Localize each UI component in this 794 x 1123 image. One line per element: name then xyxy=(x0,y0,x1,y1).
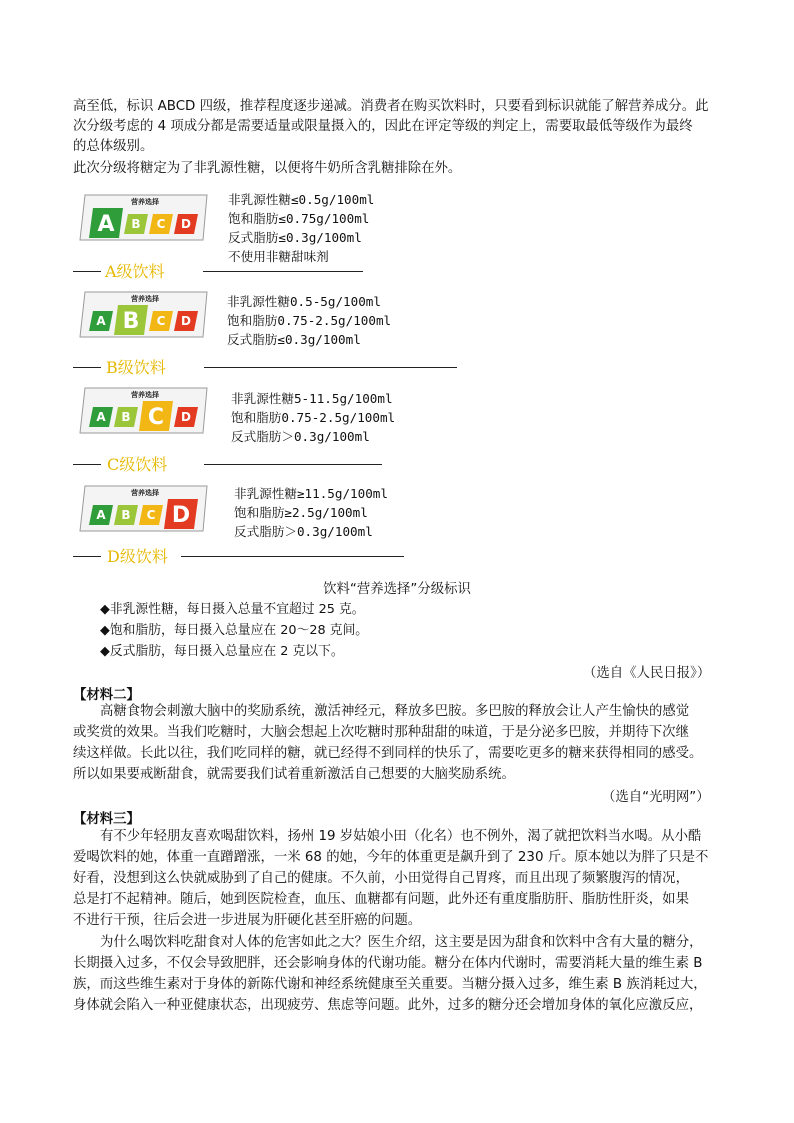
material-3-line: 爱喝饮料的她，体重一直蹭蹭涨，一米 68 的她，今年的体重更是飙升到了 230 斤。原本她以为胖了只是不 xyxy=(73,850,709,865)
badge-label: 营养选择 xyxy=(131,198,159,206)
material-2-line: 续这样做。长此以往，我们吃同样的糖，就已经得不到同样的快乐了，需要吃更多的糖来获得相同的感受。 xyxy=(73,746,703,761)
badge-letter-d: D xyxy=(181,217,191,231)
grade-rule-right xyxy=(204,464,382,465)
grade-criterion: 反式脂肪≤0.3g/100ml xyxy=(228,230,362,245)
grade-criterion: 饱和脂肪0.75-2.5g/100ml xyxy=(227,313,392,328)
grade-rule-right xyxy=(203,271,363,272)
grade-criterion: 反式脂肪＞0.3g/100ml xyxy=(234,524,373,539)
grade-rule-left xyxy=(73,556,101,557)
material-3-line: 总是打不起精神。随后，她到医院检查，血压、血糖都有问题，此外还有重度脂肪肝、脂肪性肝炎，如果 xyxy=(73,892,689,907)
material-2-line: 高糖食物会刺激大脑中的奖励系统，激活神经元，释放多巴胺。多巴胺的释放会让人产生愉快的感觉 xyxy=(100,704,690,719)
grade-title-row xyxy=(73,452,393,476)
badge-letter-c: C xyxy=(156,217,166,231)
badge-letter-b: B xyxy=(122,309,140,334)
badge-letter-b: B xyxy=(121,508,131,522)
nutrition-choice-badge xyxy=(79,290,211,340)
badge-letter-d: D xyxy=(181,410,191,424)
grade-rule-left xyxy=(73,464,101,465)
badge-letter-d: D xyxy=(171,503,191,528)
material-3-line: 长期摄入过多，不仅会导致肥胖，还会影响身体的代谢功能。糖分在体内代谢时，需要消耗大量的维生素 B xyxy=(73,956,703,971)
source-citation-1: （选自《人民日报》） xyxy=(583,666,711,681)
badge-label: 营养选择 xyxy=(131,295,159,303)
grade-criterion: 非乳源性糖5-11.5g/100ml xyxy=(231,391,393,406)
intro-line-2: 次分级考虑的 4 项成分都是需要适量或限量摄入的，因此在评定等级的判定上，需要取最低等级作为最终 xyxy=(73,119,693,134)
grade-title: D级饮料 xyxy=(107,547,168,566)
badge-letter-c: C xyxy=(156,314,166,328)
badge-label: 营养选择 xyxy=(131,489,159,497)
grade-criterion: 饱和脂肪0.75-2.5g/100ml xyxy=(231,410,396,425)
material-3-line: 身体就会陷入一种亚健康状态，出现疲劳、焦虑等问题。此外，过多的糖分还会增加身体的氧化应激反应， xyxy=(73,998,703,1013)
badge-label: 营养选择 xyxy=(131,391,159,399)
material-3-line: 为什么喝饮料吃甜食对人体的危害如此之大？医生介绍，这主要是因为甜食和饮料中含有大量的糖分， xyxy=(100,935,703,950)
badge-letter-b: B xyxy=(131,217,141,231)
badge-graphic xyxy=(79,290,211,340)
grade-criterion: 非乳源性糖0.5-5g/100ml xyxy=(227,294,381,309)
grade-title: B级饮料 xyxy=(106,358,166,377)
material-3-line: 族，而这些维生素对于身体的新陈代谢和神经系统健康至关重要。当糖分摄入过多，维生素 B 族消耗过大， xyxy=(73,977,707,992)
nutrition-choice-badge xyxy=(79,484,211,534)
nutrition-choice-badge xyxy=(79,193,211,243)
material-3-line: 有不少年轻朋友喜欢喝甜饮料，扬州 19 岁姑娘小田（化名）也不例外，渴了就把饮料当水喝。从小酷 xyxy=(100,829,702,844)
material-2-heading: 【材料二】 xyxy=(73,688,140,703)
grade-title: A级饮料 xyxy=(105,262,165,281)
grade-rule-right xyxy=(181,556,404,557)
grade-criterion: 饱和脂肪≤0.75g/100ml xyxy=(228,211,370,226)
badge-letter-a: A xyxy=(96,508,106,522)
material-2-line: 或奖赏的效果。当我们吃糖时，大脑会想起上次吃糖时那种甜甜的味道，于是分泌多巴胺，并期待下次继 xyxy=(73,725,689,740)
badge-graphic xyxy=(79,193,211,243)
grade-title-row xyxy=(73,544,393,568)
grade-criterion: 非乳源性糖≤0.5g/100ml xyxy=(228,192,375,207)
badge-letter-b: B xyxy=(121,410,131,424)
grade-criterion: 饱和脂肪≥2.5g/100ml xyxy=(234,505,368,520)
figure-caption: 饮料“营养选择”分级标识 xyxy=(323,582,471,597)
badge-graphic xyxy=(79,386,211,436)
grade-criterion: 不使用非糖甜味剂 xyxy=(228,249,329,264)
grade-rule-left xyxy=(73,367,101,368)
material-2-line: 所以如果要戒断甜食，就需要我们试着重新激活自己想要的大脑奖励系统。 xyxy=(73,767,515,782)
badge-graphic xyxy=(79,484,211,534)
grade-title: C级饮料 xyxy=(107,455,168,474)
intro-line-3: 的总体级别。 xyxy=(73,139,154,154)
material-3-line: 不进行干预，往后会进一步进展为肝硬化甚至肝癌的问题。 xyxy=(73,913,422,928)
grade-rule-left xyxy=(73,271,101,272)
material-3-heading: 【材料三】 xyxy=(73,812,140,827)
bullet-sugar: ◆非乳源性糖，每日摄入总量不宜超过 25 克。 xyxy=(100,602,365,617)
intro-line-1: 高至低，标识 ABCD 四级，推荐程度逐步递减。消费者在购买饮料时，只要看到标识就能了解营养成分。此 xyxy=(73,99,709,114)
badge-letter-a: A xyxy=(96,410,106,424)
badge-letter-d: D xyxy=(181,314,191,328)
grade-title-row xyxy=(73,355,393,379)
material-3-line: 好看，没想到这么快就威胁到了自己的健康。不久前，小田觉得自己胃疼，而且出现了频繁腹泻的情况， xyxy=(73,871,689,886)
badge-letter-a: A xyxy=(96,314,106,328)
grade-criterion: 反式脂肪＞0.3g/100ml xyxy=(231,429,370,444)
bullet-saturated-fat: ◆饱和脂肪，每日摄入总量应在 20～28 克间。 xyxy=(100,623,369,638)
bullet-trans-fat: ◆反式脂肪，每日摄入总量应在 2 克以下。 xyxy=(100,644,344,659)
grade-rule-right xyxy=(204,367,457,368)
nutrition-choice-badge xyxy=(79,386,211,436)
badge-letter-c: C xyxy=(147,405,165,430)
grade-criterion: 反式脂肪≤0.3g/100ml xyxy=(227,332,361,347)
badge-letter-a: A xyxy=(97,212,115,237)
grade-criterion: 非乳源性糖≥11.5g/100ml xyxy=(234,486,388,501)
intro-line-4: 此次分级将糖定为了非乳源性糖，以便将牛奶所含乳糖排除在外。 xyxy=(73,161,462,176)
badge-letter-c: C xyxy=(146,508,156,522)
source-citation-2: （选自“光明网”） xyxy=(602,790,710,805)
grade-title-row xyxy=(73,259,393,283)
